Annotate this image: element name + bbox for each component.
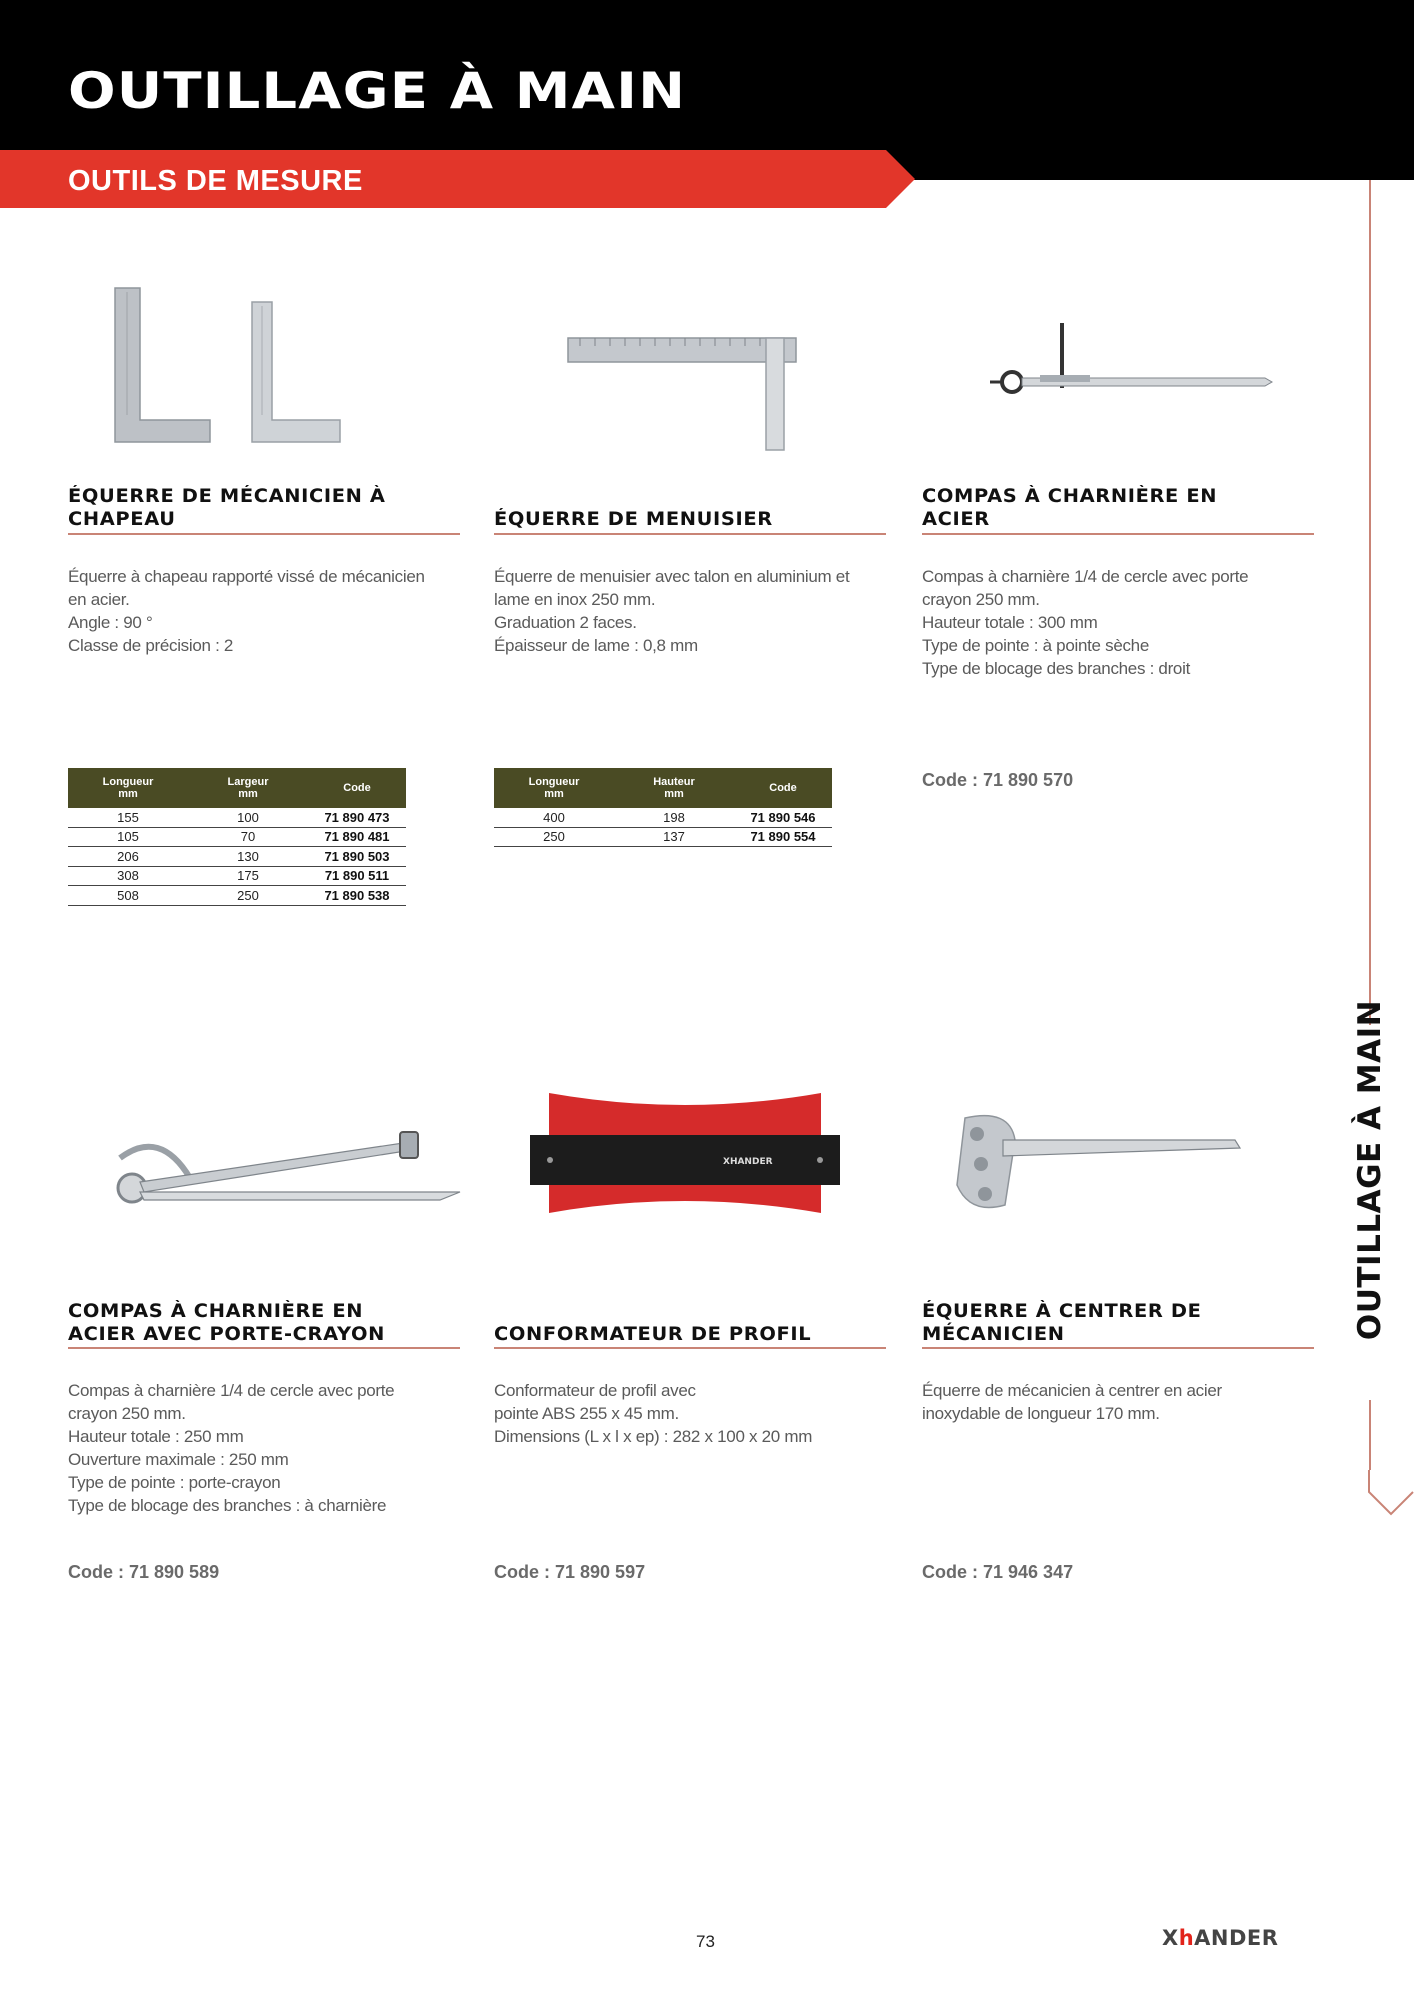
product-description: Compas à charnière 1/4 de cercle avec porte crayon 250 mm. Hauteur totale : 300 mm Type de pointe : à pointe sèche Type de blocage des branches : droit: [922, 567, 1249, 678]
title-underline: [68, 533, 460, 535]
carpenter-square-spec-table: [494, 768, 832, 847]
product-description: Compas à charnière 1/4 de cercle avec porte crayon 250 mm. Hauteur totale : 250 mm Ouverture maximale : 250 mm Type de pointe : porte-crayon Type de blocage des branches : à charnière: [68, 1381, 395, 1515]
profile-gauge-image: [525, 1085, 845, 1225]
page-number: 73: [696, 1932, 715, 1951]
side-divider-top: [1369, 180, 1371, 1025]
title-underline: [494, 1347, 886, 1349]
page-title: OUTILLAGE À MAIN: [68, 62, 687, 120]
title-underline: [922, 533, 1314, 535]
table-row: 105 70 71 890 481: [68, 827, 406, 847]
table-row: 206 130 71 890 503: [68, 847, 406, 867]
pencil-compass-image: [100, 1100, 470, 1230]
product-title-carpenter-square: ÉQUERRE DE MENUISIER: [494, 509, 773, 530]
table-row: 400 198 71 890 546: [494, 808, 832, 827]
divider-compass-image: [980, 320, 1280, 410]
title-underline: [922, 1347, 1314, 1349]
col-header-largeur: Largeur mm: [188, 768, 308, 808]
table-header-row: [68, 768, 406, 808]
product-code: Code : 71 890 570: [922, 770, 1074, 790]
product-title-pencil-compass: COMPAS À CHARNIÈRE EN ACIER AVEC PORTE-CRAYON: [68, 1301, 385, 1345]
product-title-centre-square: ÉQUERRE À CENTRER DE MÉCANICIEN: [922, 1301, 1202, 1345]
side-divider-bottom: [1369, 1400, 1371, 1470]
table-row: 308 175 71 890 511: [68, 866, 406, 886]
col-header-hauteur: Hauteur mm: [614, 768, 734, 808]
gauge-brand-text: XHANDER: [723, 1157, 773, 1167]
product-code: Code : 71 946 347: [922, 1562, 1074, 1582]
product-description: Équerre de mécanicien à centrer en acier inoxydable de longueur 170 mm.: [922, 1381, 1222, 1423]
product-description: Équerre de menuisier avec talon en aluminium et lame en inox 250 mm. Graduation 2 faces. Épaisseur de lame : 0,8 mm: [494, 567, 850, 655]
product-description: Équerre à chapeau rapporté vissé de mécanicien en acier. Angle : 90 ° Classe de précision : 2: [68, 567, 425, 655]
table-row: 508 250 71 890 538: [68, 886, 406, 906]
table-row: 250 137 71 890 554: [494, 827, 832, 847]
col-header-longueur: Longueur mm: [68, 768, 188, 808]
table-row: 155 100 71 890 473: [68, 808, 406, 827]
title-underline: [68, 1347, 460, 1349]
section-title: OUTILS DE MESURE: [68, 165, 363, 197]
brand-logo: XhANDER: [1162, 1926, 1279, 1950]
title-underline: [494, 533, 886, 535]
product-title-machinist-square: ÉQUERRE DE MÉCANICIEN À CHAPEAU: [68, 486, 386, 530]
product-title-hinge-compass: COMPAS À CHARNIÈRE EN ACIER: [922, 486, 1218, 530]
side-chevron-icon: [1368, 1470, 1414, 1518]
machinist-square-spec-table: [68, 768, 406, 906]
table-header-row: [494, 768, 832, 808]
product-title-profile-gauge: CONFORMATEUR DE PROFIL: [494, 1324, 812, 1345]
carpenter-square-image: [540, 305, 820, 455]
product-description: Conformateur de profil avec pointe ABS 255 x 45 mm. Dimensions (L x l x ep) : 282 x 100 x 20 mm: [494, 1381, 813, 1446]
centre-square-image: [945, 1110, 1245, 1220]
product-code: Code : 71 890 589: [68, 1562, 220, 1582]
col-header-longueur: Longueur mm: [494, 768, 614, 808]
side-section-label: OUTILLAGE À MAIN: [1352, 999, 1388, 1341]
col-header-code: Code: [734, 768, 832, 808]
product-code: Code : 71 890 597: [494, 1562, 646, 1582]
machinist-square-image: [70, 270, 370, 455]
col-header-code: Code: [308, 768, 406, 808]
